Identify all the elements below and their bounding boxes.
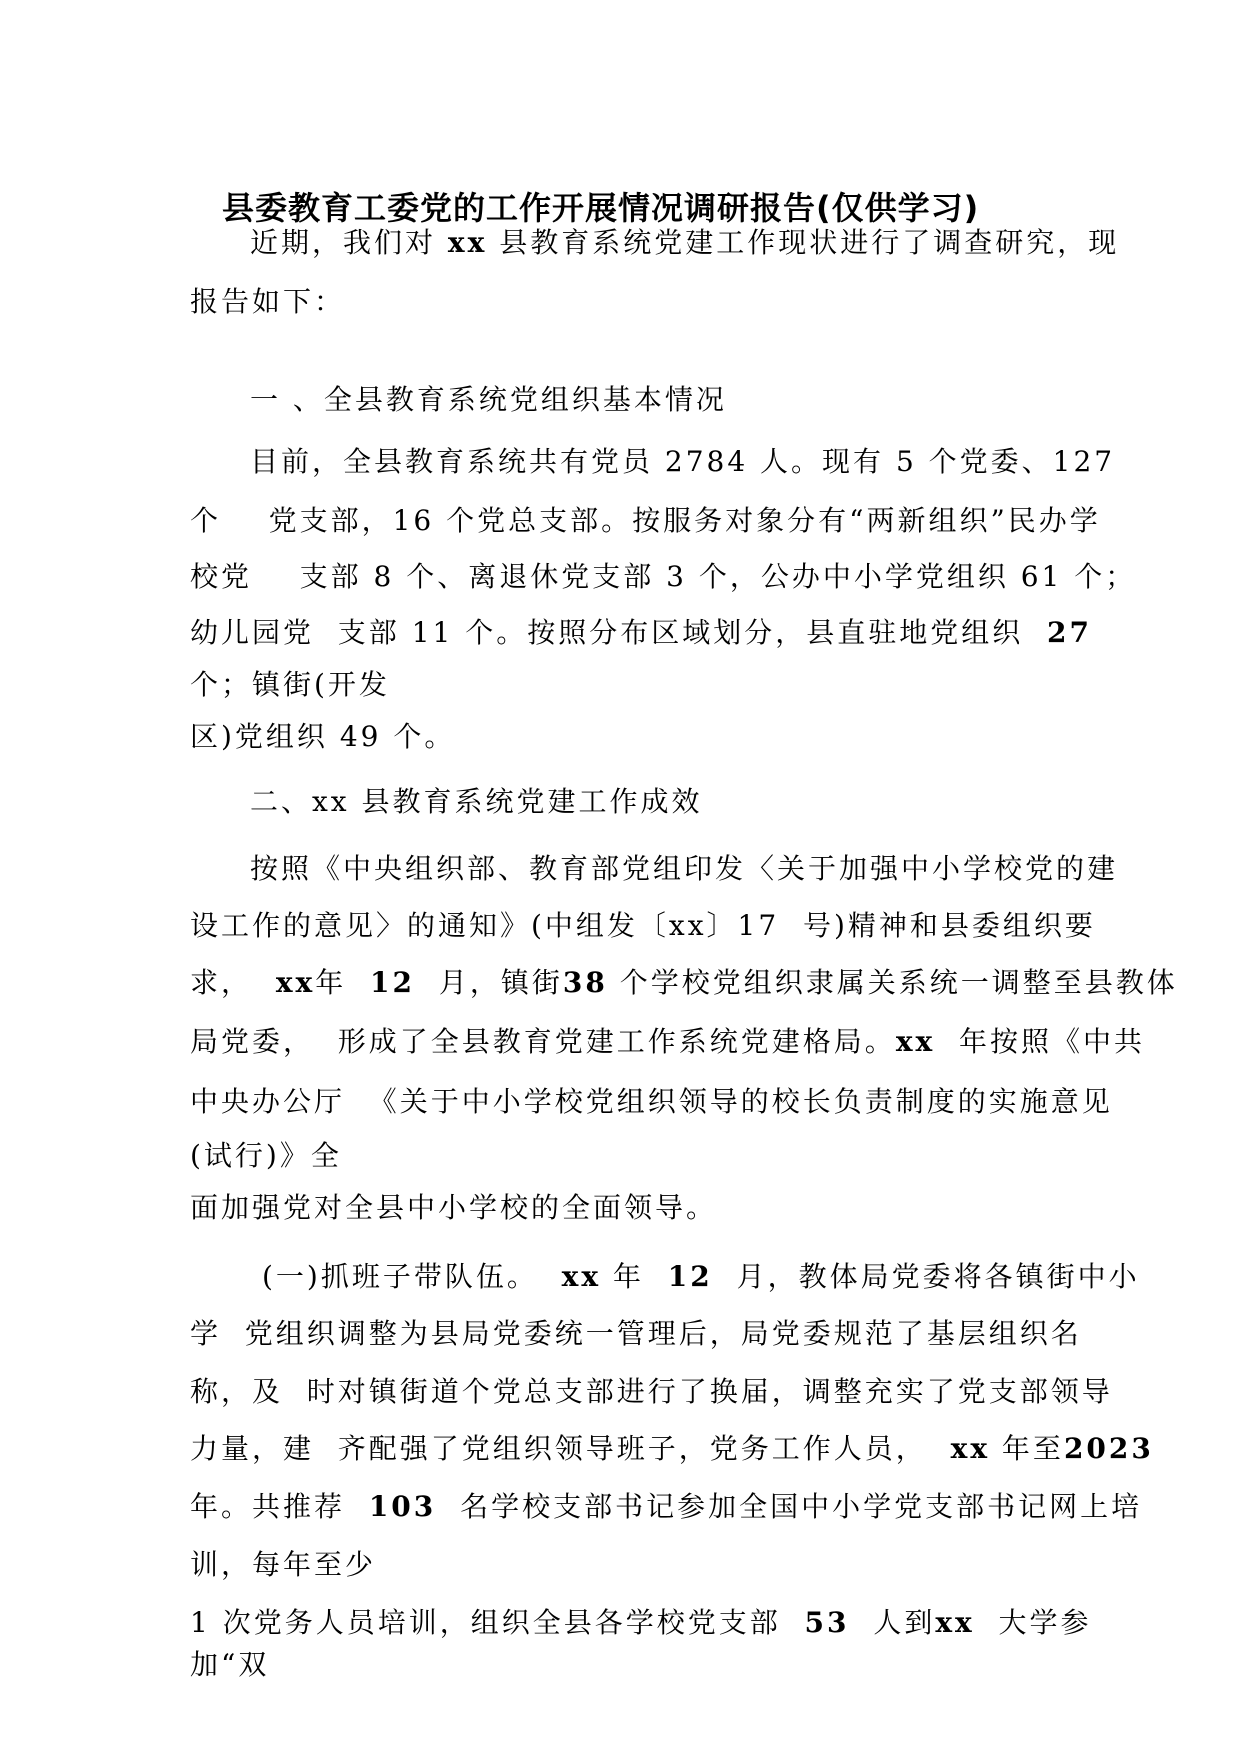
section-1-line-1: 目前，全县教育系统共有党员 2784 人。现有 5 个党委、127 — [250, 445, 1116, 478]
section-2-line-2: 设工作的意见〉的通知》(中组发〔xx〕17 号)精神和县委组织要 — [190, 909, 1096, 942]
subsection-1-line-1: (一)抓班子带队伍。 xx 年 12 月，教体局党委将各镇街中小 — [262, 1260, 1140, 1293]
intro-line-1: 近期，我们对 xx 县教育系统党建工作现状进行了调查研究，现 — [250, 226, 1120, 259]
section-1-line-6: 区)党组织 49 个。 — [190, 720, 456, 753]
section-1-line-2: 个 党支部，16 个党总支部。按服务对象分有“两新组织”民办学 — [190, 504, 1101, 537]
subsection-1-line-8: 加“双 — [190, 1648, 270, 1681]
section-2-line-4: 局党委， 形成了全县教育党建工作系统党建格局。xx 年按照《中共 — [190, 1025, 1146, 1058]
section-1-heading: 一 、全县教育系统党组织基本情况 — [250, 383, 727, 416]
section-2-line-3: 求， xx年 12 月，镇街38 个学校党组织隶属关系统一调整至县教体 — [190, 966, 1178, 999]
subsection-1-line-3: 称，及 时对镇街道个党总支部进行了换届，调整充实了党支部领导 — [190, 1375, 1113, 1408]
section-2-line-5: 中央办公厅 《关于中小学校党组织领导的校长负责制度的实施意见 — [190, 1085, 1113, 1118]
subsection-1-line-2: 学 党组织调整为县局党委统一管理后，局党委规范了基层组织名 — [190, 1317, 1082, 1350]
section-1-line-5: 个；镇街(开发 — [190, 668, 390, 701]
section-2-line-7: 面加强党对全县中小学校的全面领导。 — [190, 1191, 718, 1224]
subsection-1-line-4: 力量，建 齐配强了党组织领导班子，党务工作人员， xx 年至2023 — [190, 1432, 1154, 1465]
section-1-line-4: 幼儿园党 支部 11 个。按照分布区域划分，县直驻地党组织 27 — [190, 616, 1093, 649]
intro-line-2: 报告如下： — [190, 285, 346, 318]
section-2-line-1: 按照《中央组织部、教育部党组印发〈关于加强中小学校党的建 — [250, 852, 1119, 885]
subsection-1-line-7: 1 次党务人员培训，组织全县各学校党支部 53 人到xx 大学参 — [190, 1606, 1092, 1639]
section-2-line-6: (试行)》全 — [190, 1139, 342, 1172]
section-2-heading: 二、xx 县教育系统党建工作成效 — [250, 785, 703, 818]
document-title: 县委教育工委党的工作开展情况调研报告(仅供学习) — [222, 189, 980, 227]
subsection-1-line-5: 年。共推荐 103 名学校支部书记参加全国中小学党支部书记网上培 — [190, 1490, 1143, 1523]
subsection-1-line-6: 训，每年至少 — [190, 1548, 377, 1581]
section-1-line-3: 校党 支部 8 个、离退休党支部 3 个，公办中小学党组织 61 个； — [190, 560, 1137, 593]
